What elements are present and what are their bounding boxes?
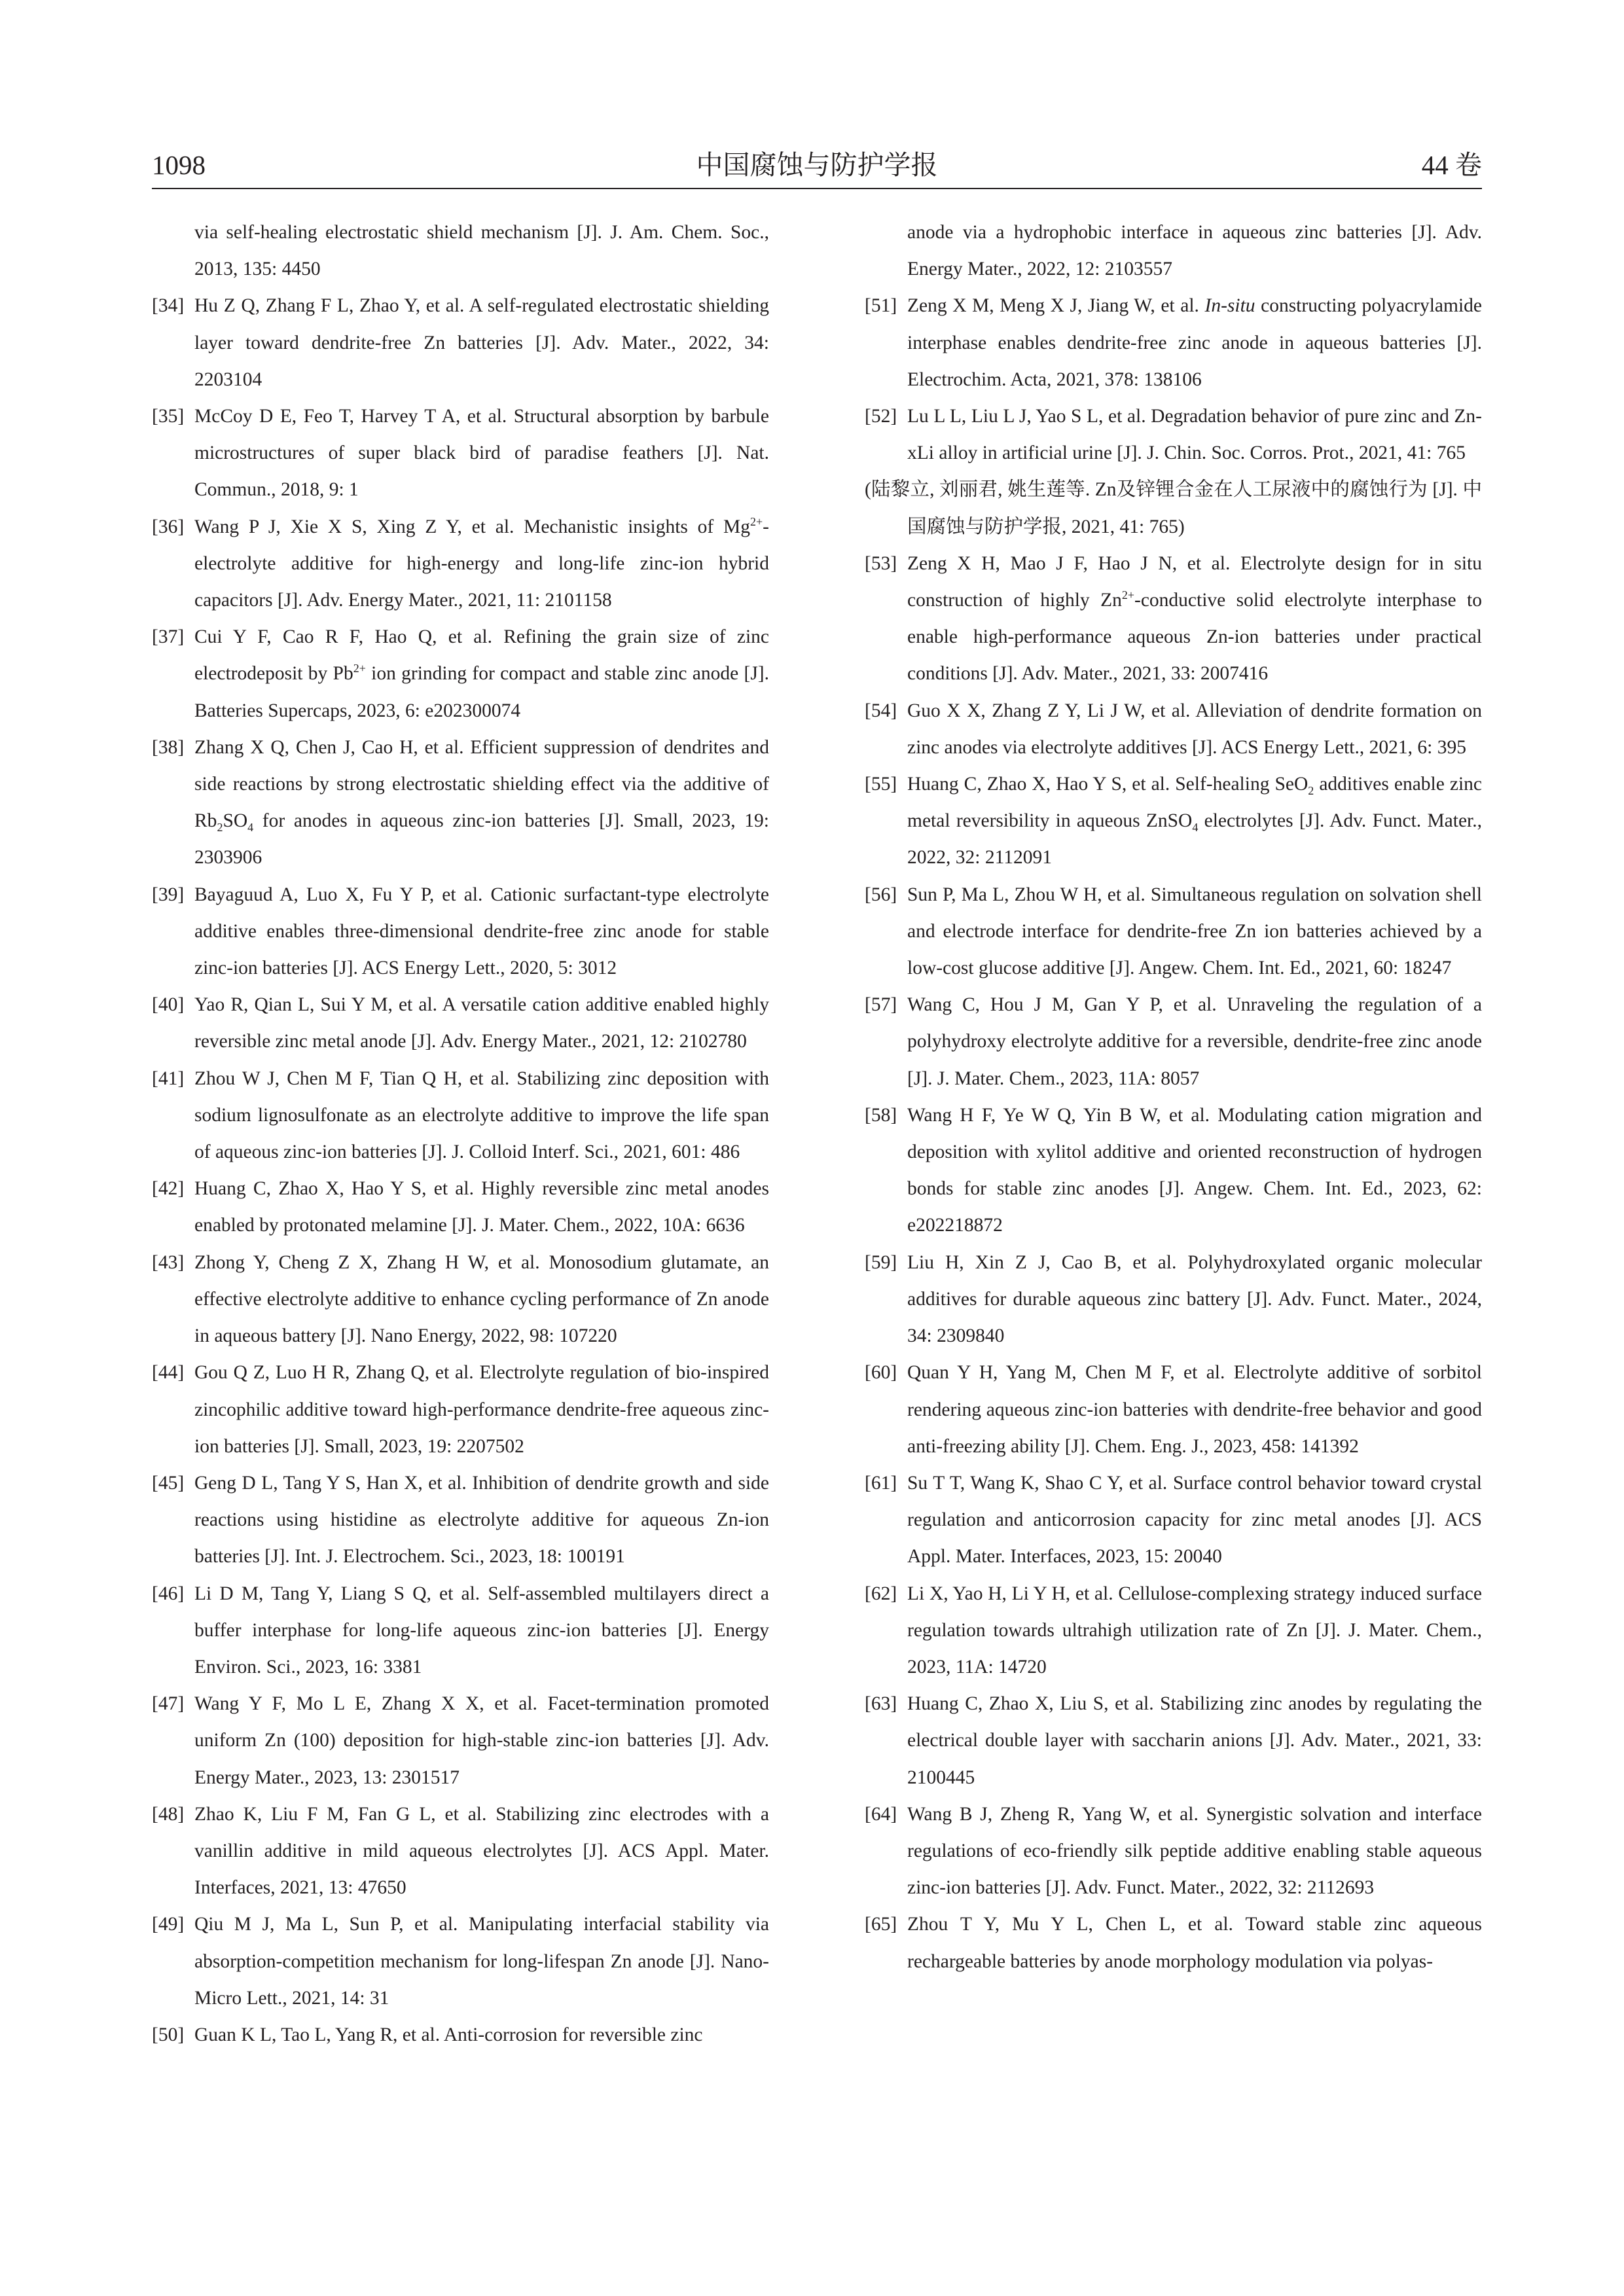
reference-continuation: via self-healing electrostatic shield mechanism [J]. J. Am. Chem. Soc., 2013, 135: 4450 <box>194 222 769 280</box>
reference-text: Wang H F, Ye W Q, Yin B W, et al. Modulating cation migration and deposition with xylitol additive and oriented reconstruction of hydrogen bonds for stable zinc anodes [J]. Angew. Chem. Int. Ed., 2023, 62: e202218872 <box>907 1104 1482 1236</box>
reference-item <box>152 2017 769 2053</box>
reference-text: Hu Z Q, Zhang F L, Zhao Y, et al. A self-regulated electrostatic shielding layer toward dendrite-free Zn batteries [J]. Adv. Mater., 2022, 34: 2203104 <box>194 295 769 390</box>
reference-item <box>152 398 769 509</box>
reference-text: Su T T, Wang K, Shao C Y, et al. Surface control behavior toward crystal regulation and anticorrosion capacity for zinc metal anodes [J]. ACS Appl. Mater. Interfaces, 2023, 15: 20040 <box>907 1472 1482 1568</box>
reference-text: electrolytes [J]. Adv. Funct. Mater., 2022, 32: 2112091 <box>907 810 1482 869</box>
italic-text: In-situ <box>1204 295 1255 317</box>
reference-number: [54] <box>865 700 897 721</box>
reference-item <box>152 509 769 619</box>
reference-number: [62] <box>865 1583 897 1604</box>
right-column <box>865 214 1482 1980</box>
reference-text: SO <box>223 810 248 832</box>
reference-text: McCoy D E, Feo T, Harvey T A, et al. Structural absorption by barbule microstructures of super black bird of paradise feathers [J]. Nat. Commun., 2018, 9: 1 <box>194 406 769 501</box>
reference-number: [40] <box>152 994 185 1016</box>
reference-item <box>865 1685 1482 1796</box>
reference-item <box>152 1244 769 1355</box>
reference-text: Zeng X H, Mao J F, Hao J N, et al. Electrolyte design for in situ construction of highly Zn <box>907 552 1482 611</box>
reference-number: [58] <box>865 1104 897 1126</box>
reference-text: constructing polyacrylamide interphase enables dendrite-free zinc anode in aqueous batteries [J]. Electrochim. Acta, 2021, 378: 138106 <box>907 295 1482 390</box>
reference-text: Huang C, Zhao X, Hao Y S, et al. Highly reversible zinc metal anodes enabled by protonated melamine [J]. J. Mater. Chem., 2022, 10A: 6636 <box>194 1178 769 1236</box>
superscript: 2+ <box>353 662 366 675</box>
reference-text: -electrolyte additive for high-energy and long-life zinc-ion hybrid capacitors [J]. Adv. Energy Mater., 2021, 11: 2101158 <box>194 516 769 611</box>
reference-number: [42] <box>152 1178 185 1200</box>
page-header <box>152 134 1482 189</box>
reference-text: Zhou T Y, Mu Y L, Chen L, et al. Toward stable zinc aqueous rechargeable batteries by anode morphology modulation via polyas- <box>907 1914 1482 1972</box>
reference-text: Guo X X, Zhang Z Y, Li J W, et al. Alleviation of dendrite formation on zinc anodes via electrolyte additives [J]. ACS Energy Lett., 2021, 6: 395 <box>907 700 1482 758</box>
reference-text: Lu L L, Liu L J, Yao S L, et al. Degradation behavior of pure zinc and Zn-xLi alloy in artificial urine [J]. J. Chin. Soc. Corros. Prot., 2021, 41: 765 <box>907 406 1482 464</box>
reference-number: [34] <box>152 295 185 317</box>
reference-text: Yao R, Qian L, Sui Y M, et al. A versatile cation additive enabled highly reversible zinc metal anode [J]. Adv. Energy Mater., 2021, 12: 2102780 <box>194 994 769 1052</box>
reference-item <box>865 766 1482 876</box>
reference-item <box>152 1906 769 2017</box>
journal-title: 中国腐蚀与防护学报 <box>696 150 938 180</box>
reference-number: [55] <box>865 774 897 795</box>
reference-number: [44] <box>152 1362 185 1384</box>
reference-item <box>865 398 1482 545</box>
reference-text: Li D M, Tang Y, Liang S Q, et al. Self-assembled multilayers direct a buffer interphase for long-life aqueous zinc-ion batteries [J]. Energy Environ. Sci., 2023, 16: 3381 <box>194 1583 769 1677</box>
reference-text: Li X, Yao H, Li Y H, et al. Cellulose-complexing strategy induced surface regulation towards ultrahigh utilization rate of Zn [J]. J. Mater. Chem., 2023, 11A: 14720 <box>907 1583 1482 1677</box>
reference-number: [49] <box>152 1914 185 1935</box>
reference-item <box>152 986 769 1060</box>
reference-item <box>152 619 769 729</box>
reference-item <box>152 876 769 987</box>
reference-number: [38] <box>152 736 185 758</box>
subscript: 4 <box>1192 821 1199 834</box>
reference-text: Huang C, Zhao X, Hao Y S, et al. Self-healing SeO <box>907 774 1308 795</box>
reference-item <box>152 1465 769 1575</box>
reference-text: Geng D L, Tang Y S, Han X, et al. Inhibition of dendrite growth and side reactions using histidine as electrolyte additive for aqueous Zn-ion batteries [J]. Int. J. Electrochem. Sci., 2023, 18: 100191 <box>194 1472 769 1568</box>
reference-text: Cui Y F, Cao R F, Hao Q, et al. Refining the grain size of zinc electrodeposit by Pb <box>194 626 769 685</box>
reference-text: -conductive solid electrolyte interphase to enable high-performance aqueous Zn-ion batteries under practical conditions [J]. Adv. Mater., 2021, 33: 2007416 <box>907 590 1482 685</box>
reference-item <box>152 287 769 398</box>
reference-item <box>865 1575 1482 1686</box>
reference-number: [50] <box>152 2024 185 2045</box>
reference-number: [39] <box>152 884 185 905</box>
reference-item <box>865 986 1482 1097</box>
reference-item <box>152 1354 769 1465</box>
reference-number: [36] <box>152 516 185 537</box>
reference-text: Wang B J, Zheng R, Yang W, et al. Synergistic solvation and interface regulations of eco-friendly silk peptide additive enabling stable aqueous zinc-ion batteries [J]. Adv. Funct. Mater., 2022, 32: 2112693 <box>907 1803 1482 1899</box>
reference-text: Zhong Y, Cheng Z X, Zhang H W, et al. Monosodium glutamate, an effective electrolyte additive to enhance cycling performance of Zn anode in aqueous battery [J]. Nano Energy, 2022, 98: 107220 <box>194 1251 769 1347</box>
reference-item <box>152 1170 769 1244</box>
reference-item <box>865 876 1482 987</box>
reference-number: [47] <box>152 1693 185 1715</box>
reference-number: [59] <box>865 1251 897 1273</box>
reference-number: [57] <box>865 994 897 1016</box>
reference-text: Qiu M J, Ma L, Sun P, et al. Manipulating interfacial stability via absorption-competition mechanism for long-lifespan Zn anode [J]. Nano-Micro Lett., 2021, 14: 31 <box>194 1914 769 2009</box>
subscript: 2 <box>1308 783 1314 797</box>
chinese-citation: (陆黎立, 刘丽君, 姚生莲等. Zn及锌锂合金在人工尿液中的腐蚀行为 [J]. 中国腐蚀与防护学报, 2021, 41: 765) <box>865 479 1482 537</box>
reference-text: Quan Y H, Yang M, Chen M F, et al. Electrolyte additive of sorbitol rendering aqueous zinc-ion batteries with dendrite-free behavior and good anti-freezing ability [J]. Chem. Eng. J., 2023, 458: 141392 <box>907 1362 1482 1457</box>
reference-number: [53] <box>865 552 897 574</box>
volume-label: 44 卷 <box>1421 150 1482 180</box>
reference-text: Zhou W J, Chen M F, Tian Q H, et al. Stabilizing zinc deposition with sodium lignosulfonate as an electrolyte additive to improve the life span of aqueous zinc-ion batteries [J]. J. Colloid Interf. Sci., 2021, 601: 486 <box>194 1067 769 1163</box>
reference-number: [43] <box>152 1251 185 1273</box>
reference-number: [41] <box>152 1067 185 1089</box>
reference-item <box>152 1060 769 1171</box>
reference-text: Zeng X M, Meng X J, Jiang W, et al. <box>907 295 1205 317</box>
reference-number: [45] <box>152 1472 185 1494</box>
reference-text: ion grinding for compact and stable zinc anode [J]. Batteries Supercaps, 2023, 6: e202300074 <box>194 663 769 721</box>
reference-number: [63] <box>865 1693 897 1715</box>
reference-text: Zhang X Q, Chen J, Cao H, et al. Efficient suppression of dendrites and side reactions by strong electrostatic shielding effect via the additive of Rb <box>194 736 769 832</box>
reference-text: Wang P J, Xie X S, Xing Z Y, et al. Mechanistic insights of Mg <box>194 516 751 537</box>
reference-number: [48] <box>152 1803 185 1825</box>
reference-item <box>865 545 1482 692</box>
subscript: 2 <box>217 821 223 834</box>
reference-number: [60] <box>865 1362 897 1384</box>
reference-number: [37] <box>152 626 185 648</box>
superscript: 2+ <box>750 514 763 528</box>
reference-item <box>865 1354 1482 1465</box>
reference-text: Zhao K, Liu F M, Fan G L, et al. Stabilizing zinc electrodes with a vanillin additive in mild aqueous electrolytes [J]. ACS Appl. Mater. Interfaces, 2021, 13: 47650 <box>194 1803 769 1899</box>
reference-continuation: anode via a hydrophobic interface in aqueous zinc batteries [J]. Adv. Energy Mater., 2022, 12: 2103557 <box>907 222 1482 280</box>
reference-item <box>865 1465 1482 1575</box>
reference-text: Guan K L, Tao L, Yang R, et al. Anti-corrosion for reversible zinc <box>194 2024 703 2045</box>
reference-text: Wang C, Hou J M, Gan Y P, et al. Unraveling the regulation of a polyhydroxy electrolyte additive for a reversible, dendrite-free zinc anode [J]. J. Mater. Chem., 2023, 11A: 8057 <box>907 994 1482 1089</box>
reference-number: [64] <box>865 1803 897 1825</box>
reference-text: Wang Y F, Mo L E, Zhang X X, et al. Facet-termination promoted uniform Zn (100) deposition for high-stable zinc-ion batteries [J]. Adv. Energy Mater., 2023, 13: 2301517 <box>194 1693 769 1788</box>
superscript: 2+ <box>1121 588 1134 602</box>
subscript: 4 <box>247 821 254 834</box>
reference-item <box>152 1575 769 1686</box>
reference-number: [61] <box>865 1472 897 1494</box>
reference-item <box>865 287 1482 398</box>
reference-text: Huang C, Zhao X, Liu S, et al. Stabilizing zinc anodes by regulating the electrical double layer with saccharin anions [J]. Adv. Mater., 2021, 33: 2100445 <box>907 1693 1482 1788</box>
reference-text: Liu H, Xin Z J, Cao B, et al. Polyhydroxylated organic molecular additives for durable aqueous zinc battery [J]. Adv. Funct. Mater., 2024, 34: 2309840 <box>907 1251 1482 1347</box>
reference-number: [65] <box>865 1914 897 1935</box>
reference-item <box>865 1796 1482 1907</box>
reference-text: for anodes in aqueous zinc-ion batteries [J]. Small, 2023, 19: 2303906 <box>194 810 769 869</box>
reference-item <box>865 1244 1482 1355</box>
reference-item <box>152 729 769 876</box>
reference-number: [52] <box>865 406 897 427</box>
reference-number: [56] <box>865 884 897 905</box>
reference-item <box>152 1685 769 1796</box>
reference-item <box>865 692 1482 766</box>
reference-text: additives enable zinc metal reversibility in aqueous ZnSO <box>907 774 1482 832</box>
reference-number: [35] <box>152 406 185 427</box>
reference-text: Gou Q Z, Luo H R, Zhang Q, et al. Electrolyte regulation of bio-inspired zincophilic additive toward high-performance dendrite-free aqueous zinc-ion batteries [J]. Small, 2023, 19: 2207502 <box>194 1362 769 1457</box>
reference-item <box>865 1097 1482 1244</box>
reference-text: Sun P, Ma L, Zhou W H, et al. Simultaneous regulation on solvation shell and electrode interface for dendrite-free Zn ion batteries achieved by a low-cost glucose additive [J]. Angew. Chem. Int. Ed., 2021, 60: 18247 <box>907 884 1482 979</box>
reference-item <box>152 1796 769 1907</box>
reference-text: Bayaguud A, Luo X, Fu Y P, et al. Cationic surfactant-type electrolyte additive enables three-dimensional dendrite-free zinc anode for stable zinc-ion batteries [J]. ACS Energy Lett., 2020, 5: 3012 <box>194 884 769 979</box>
reference-number: [46] <box>152 1583 185 1604</box>
reference-number: [51] <box>865 295 897 317</box>
reference-item <box>865 1906 1482 1979</box>
page-number: 1098 <box>152 150 206 180</box>
left-column <box>152 214 769 2053</box>
